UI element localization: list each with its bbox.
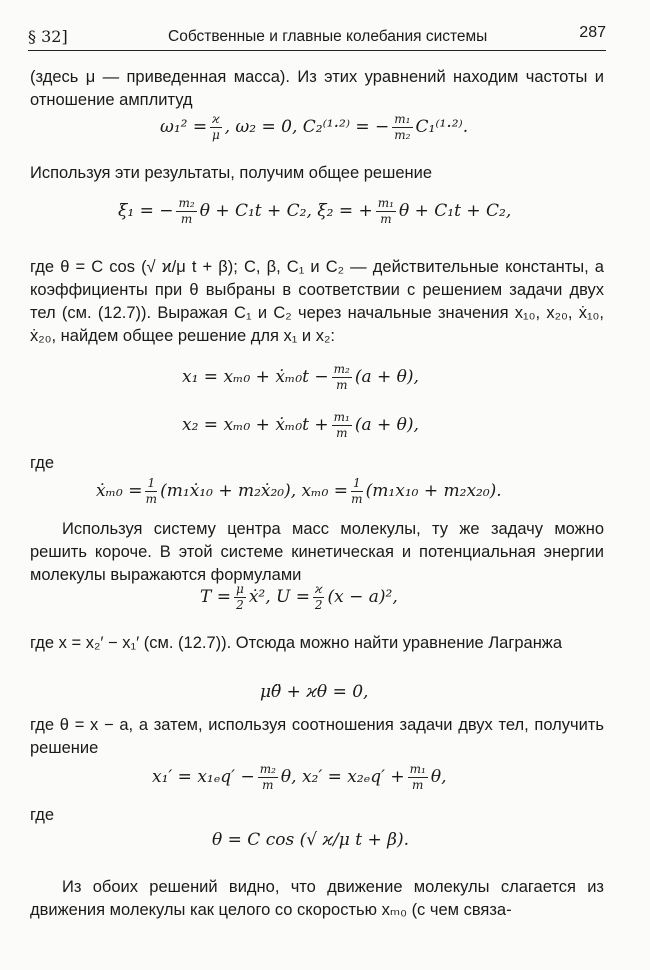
paragraph-3: где θ = C cos (√ ϰ/μ t + β); C, β, C₁ и C₂ — действительные константы, а коэффициенты при θ выбраны в соответствии с решением задачи двух тел (см. (12.7)). Выражая C₁ и C₂ через начальные значения x₁₀, x₂₀, ẋ₁₀, ẋ₂₀, найдем общее решение для x₁ и x₂: <box>30 258 604 345</box>
paragraph-2: Используя эти результаты, получим общее решение <box>30 164 433 182</box>
where-label-1: где <box>30 454 55 472</box>
paragraph-5: где x = x₂′ − x₁′ (см. (12.7)). Отсюда можно найти уравнение Лагранжа <box>30 634 563 652</box>
equation-center-of-mass: ẋₘ₀ = $\frac{1}{m}$ (m₁ẋ₁₀ + m₂ẋ₂₀), xₘ₀ = $\frac{1}{m}$ (m₁x₁₀ + m₂x₂₀). <box>96 476 502 506</box>
equation-frequencies: ω₁² = $\frac{ϰ}{\mu}$ , ω₂ = 0, C₂⁽¹·²⁾ = − $\frac{\text{m₁}}{\text{m₂}}$ C₁⁽¹·²⁾. <box>160 112 469 142</box>
page-number: 287 <box>579 24 606 41</box>
where-label-2: где <box>30 806 55 824</box>
equation-x2: x₂ = xₘ₀ + ẋₘ₀t + $\frac{\text{m₁}}{m}$ (a + θ), <box>182 410 419 440</box>
equation-lagrange: μθ̈ + ϰθ = 0, <box>260 682 369 702</box>
running-header <box>28 22 606 51</box>
paragraph-7: Из обоих решений видно, что движение молекулы слагается из движения молекулы как целого со скоростью xₘ₀ (с чем связа- <box>30 878 604 919</box>
running-title: Собственные и главные колебания системы <box>168 28 488 45</box>
equation-two-body-solution: x₁′ = x₁ₑq′ − $\frac{\text{m₂}}{m}$ θ, x₂′ = x₂ₑq′ + $\frac{\text{m₁}}{m}$ θ, <box>152 762 447 792</box>
equation-general-solution: ξ₁ = − $\frac{\text{m₂}}{m}$ θ + C₁t + C₂, ξ₂ = + $\frac{\text{m₁}}{m}$ θ + C₁t + C₂, <box>118 196 512 226</box>
equation-theta: θ = C cos (√ ϰ/μ t + β). <box>212 830 409 850</box>
equation-x1: x₁ = xₘ₀ + ẋₘ₀t − $\frac{\text{m₂}}{m}$ (a + θ), <box>182 362 419 392</box>
equation-energies: T = $\frac{\mu}{2}$ ẋ², U = $\frac{ϰ}{2}$ (x − a)², <box>200 582 398 612</box>
paragraph-6: где θ = x − a, а затем, используя соотношения задачи двух тел, получить решение <box>30 716 604 757</box>
section-number: § 32] <box>28 27 68 46</box>
paragraph-4: Используя систему центра масс молекулы, ту же задачу можно решить короче. В этой системе кинетическая и потенциальная энергии молекулы выражаются формулами <box>30 520 604 584</box>
paragraph-1: (здесь μ — приведенная масса). Из этих уравнений находим частоты и отношение амплитуд <box>30 68 604 109</box>
